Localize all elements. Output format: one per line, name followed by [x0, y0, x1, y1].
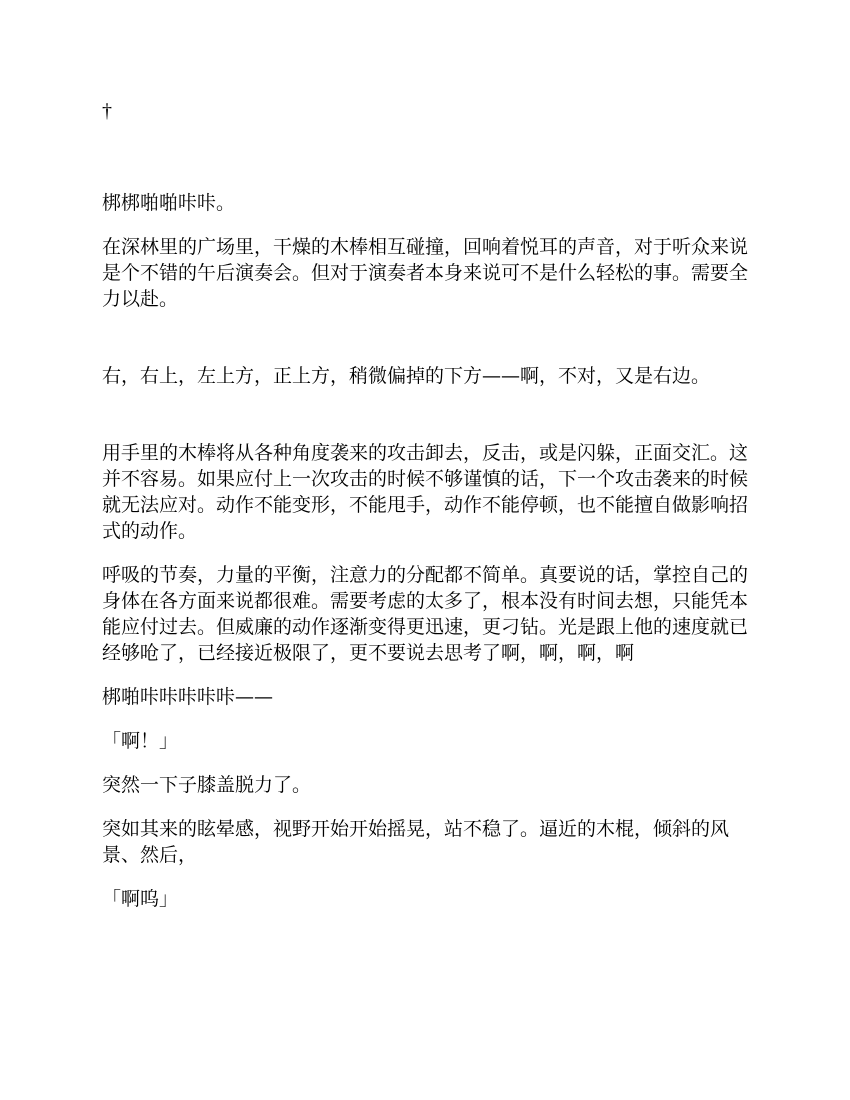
paragraph-10: 「啊呜」 [102, 888, 179, 910]
paragraph-8: 突然一下子膝盖脱力了。 [102, 774, 312, 796]
section-marker: † [102, 100, 112, 122]
document-body [102, 98, 752, 930]
paragraph-6: 梆啪咔咔咔咔咔—— [102, 686, 274, 708]
paragraph-2: 在深林里的广场里，干燥的木棒相互碰撞，回响着悦耳的声音，对于听众来说是个不错的午后演奏会。但对于演奏者本身来说可不是什么轻松的事。需要全力以赴。 [102, 236, 749, 310]
paragraph-1: 梆梆啪啪咔咔。 [102, 192, 236, 214]
paragraph-7: 「啊！」 [102, 730, 179, 752]
paragraph-4: 用手里的木棒将从各种角度袭来的攻击卸去，反击，或是闪躲，正面交汇。这并不容易。如果应付上一次攻击的时候不够谨慎的话，下一个攻击袭来的时候就无法应对。动作不能变形，不能甩手，动作不能停顿，也不能擅自做影响招式的动作。 [102, 442, 749, 542]
paragraph-5: 呼吸的节奏，力量的平衡，注意力的分配都不简单。真要说的话，掌控自己的身体在各方面来说都很难。需要考虑的太多了，根本没有时间去想，只能凭本能应付过去。但威廉的动作逐渐变得更迅速，更刁钻。光是跟上他的速度就已经够呛了，已经接近极限了，更不要说去思考了啊，啊，啊，啊 [102, 564, 749, 664]
paragraph-3: 右，右上，左上方，正上方，稍微偏掉的下方——啊，不对，又是右边。 [102, 365, 711, 387]
paragraph-9: 突如其来的眩晕感，视野开始开始摇晃，站不稳了。逼近的木棍，倾斜的风景、然后， [102, 818, 730, 866]
